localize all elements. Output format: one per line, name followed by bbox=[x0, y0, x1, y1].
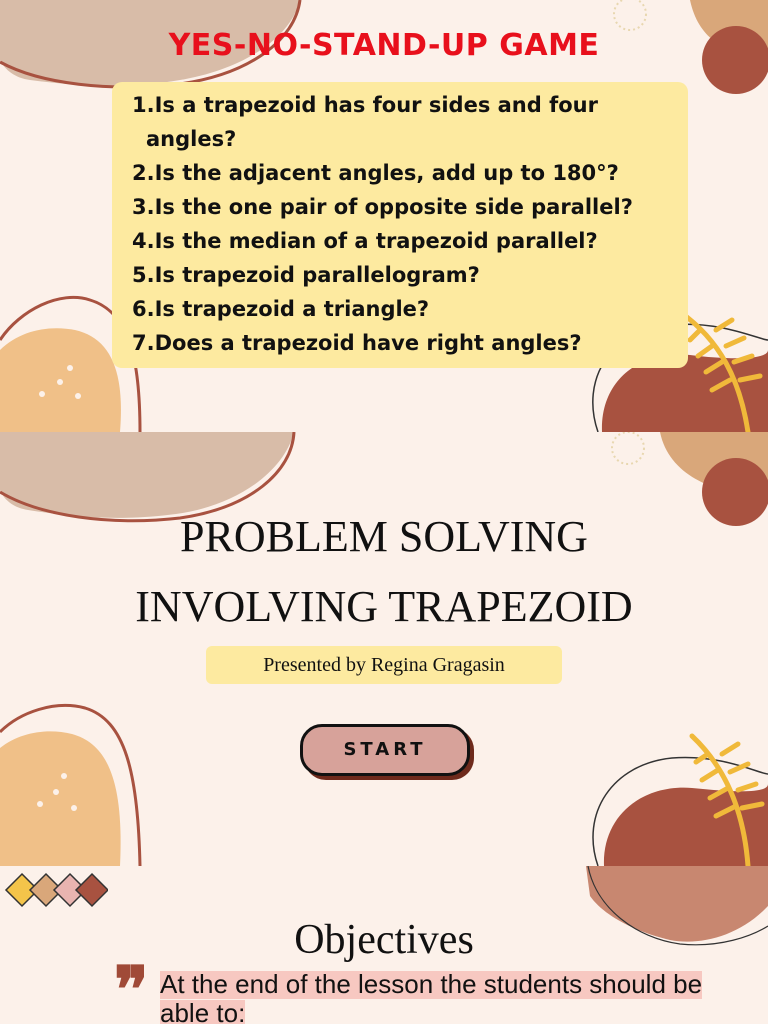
dotted-circle-top-right bbox=[612, 432, 644, 464]
question-item: 3.Is the one pair of opposite side parallel? bbox=[132, 195, 633, 219]
quote-icon: ❞ bbox=[114, 955, 149, 1024]
dotted-circle-top-right bbox=[614, 0, 646, 30]
presenter-label: Presented by Regina Gragasin bbox=[206, 646, 562, 684]
slide-title bbox=[0, 432, 768, 866]
game-title: YES-NO-STAND-UP GAME bbox=[168, 28, 600, 63]
objectives-text: At the end of the lesson the students should be able to: bbox=[160, 970, 750, 1024]
question-item: 4.Is the median of a trapezoid parallel? bbox=[132, 229, 598, 253]
question-list bbox=[132, 88, 692, 360]
title-line-1: PROBLEM SOLVING bbox=[180, 512, 588, 561]
start-button[interactable]: START bbox=[300, 724, 470, 776]
diamond-icons bbox=[4, 872, 108, 908]
question-item: 5.Is trapezoid parallelogram? bbox=[132, 263, 480, 287]
slide-yes-no-game bbox=[0, 0, 768, 432]
question-item: 1.Is a trapezoid has four sides and four angles? bbox=[132, 93, 598, 151]
peach-blob-bottom-left bbox=[0, 731, 121, 866]
question-item: 6.Is trapezoid a triangle? bbox=[132, 297, 430, 321]
question-item: 7.Does a trapezoid have right angles? bbox=[132, 331, 582, 355]
objectives-title: Objectives bbox=[294, 917, 474, 963]
title-line-2: INVOLVING TRAPEZOID bbox=[135, 582, 633, 631]
presentation-title bbox=[0, 502, 768, 642]
question-item: 2.Is the adjacent angles, add up to 180°? bbox=[132, 161, 619, 185]
slide-objectives bbox=[0, 866, 768, 1024]
